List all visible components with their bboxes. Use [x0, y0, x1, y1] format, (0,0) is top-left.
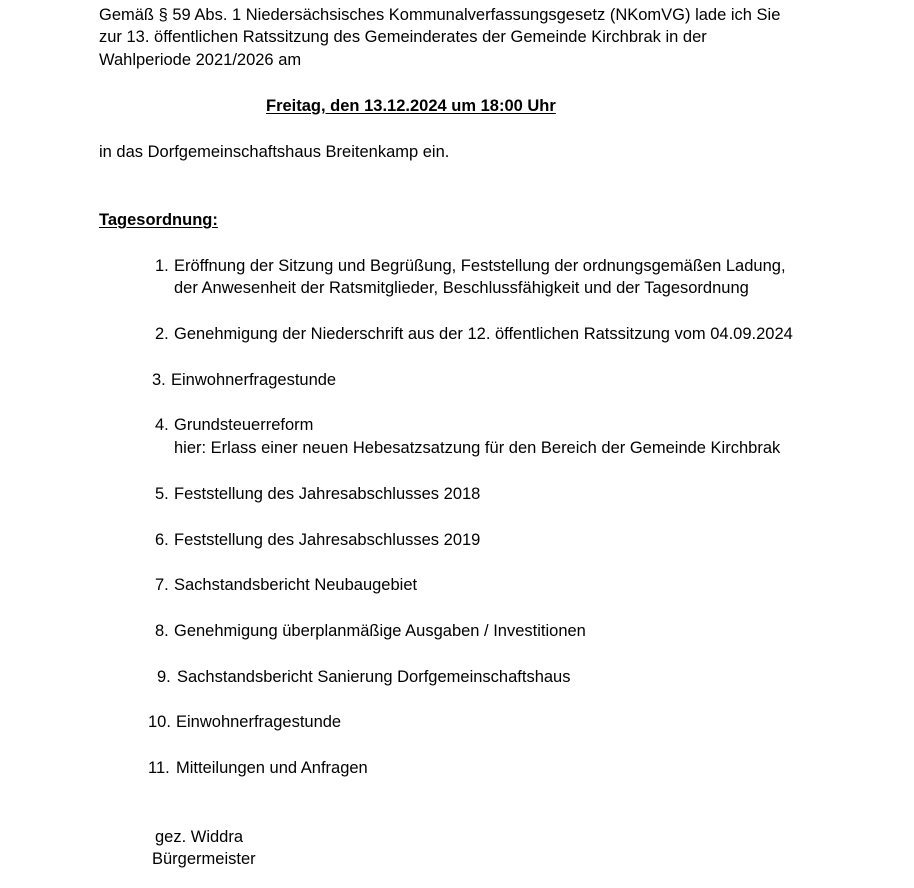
meeting-date: Freitag, den 13.12.2024 um 18:00 Uhr	[266, 97, 556, 115]
agenda-item-text: Grundsteuerreform	[174, 416, 314, 434]
signature-title: Bürgermeister	[152, 850, 256, 868]
agenda-item-text: hier: Erlass einer neuen Hebesatzsatzung für den Bereich der Gemeinde Kirchbrak	[174, 439, 781, 457]
meeting-location: in das Dorfgemeinschaftshaus Breitenkamp ein.	[99, 143, 450, 161]
agenda-item-text: Einwohnerfragestunde	[171, 371, 337, 389]
intro-line-3: Wahlperiode 2021/2026 am	[99, 51, 302, 69]
agenda-item-text: Mitteilungen und Anfragen	[176, 759, 368, 777]
agenda-item-text: Sachstandsbericht Neubaugebiet	[174, 576, 418, 594]
agenda-item-number: 9.	[157, 668, 171, 686]
agenda-item-number: 11.	[148, 759, 170, 777]
agenda-item-text: Genehmigung überplanmäßige Ausgaben / Investitionen	[174, 622, 586, 640]
agenda-item-number: 4.	[155, 416, 169, 434]
agenda-item-number: 5.	[155, 485, 169, 503]
agenda-item-number: 6.	[155, 531, 169, 549]
agenda-item-number: 7.	[155, 576, 169, 594]
agenda-item-number: 1.	[155, 257, 169, 275]
agenda-item-text: Eröffnung der Sitzung und Begrüßung, Feststellung der ordnungsgemäßen Ladung,	[174, 257, 786, 275]
agenda-item-text: Sachstandsbericht Sanierung Dorfgemeinschaftshaus	[177, 668, 571, 686]
agenda-item-text: Feststellung des Jahresabschlusses 2018	[174, 485, 481, 503]
agenda-item-number: 2.	[155, 325, 169, 343]
intro-line-2: zur 13. öffentlichen Ratssitzung des Gemeinderates der Gemeinde Kirchbrak in der	[99, 28, 707, 46]
agenda-item-text: Feststellung des Jahresabschlusses 2019	[174, 531, 481, 549]
agenda-item-number: 3.	[152, 371, 166, 389]
agenda-item-text: der Anwesenheit der Ratsmitglieder, Beschlussfähigkeit und der Tagesordnung	[174, 279, 749, 297]
agenda-item-number: 8.	[155, 622, 169, 640]
agenda-heading: Tagesordnung:	[99, 211, 218, 229]
agenda-item-number: 10.	[148, 713, 171, 731]
agenda-item-text: Einwohnerfragestunde	[176, 713, 342, 731]
agenda-item-text: Genehmigung der Niederschrift aus der 12. öffentlichen Ratssitzung vom 04.09.2024	[174, 325, 793, 343]
signature-name: gez. Widdra	[155, 828, 244, 846]
intro-line-1: Gemäß § 59 Abs. 1 Niedersächsisches Kommunalverfassungsgesetz (NKomVG) lade ich Sie	[99, 6, 781, 24]
